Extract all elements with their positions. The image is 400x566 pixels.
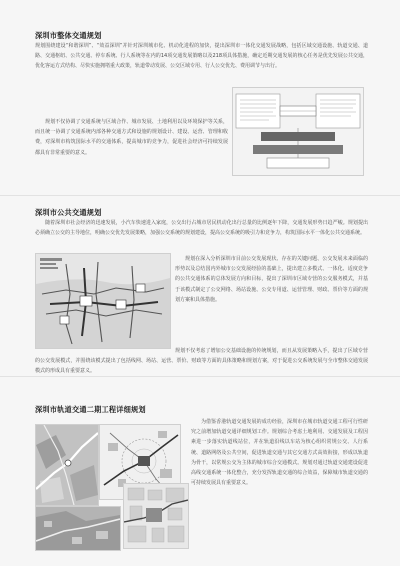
public-transport-network-map [35,253,171,349]
rail-corridor-photo [35,506,121,551]
section-overall-transport [0,0,400,195]
section-paragraph: 为借鉴香港轨道交通发展的成功经验，深圳市在城市轨道交通工程可行性研究之前增加轨道交通详细规划工作。规划综合考虑土地利用、交通发展及工程因素进一步落实轨道线站位，并在轨道沿线以车站为核心组织常规公交、人行系统、道路网络及公共空间，促进轨道交通与其它交通方式高效衔接，形成以轨道为骨干，以常规公交为主体的城市综合交通模式。规划对通过轨道交通建设促进高线交通系统一体化整合，充分发挥轨道交通的综合效益，保障城市轨道交通的可持续发展具有重要意义。 [191,419,368,487]
section-paragraph: 随着深圳市社会经济的迅速发展，小汽车快速进入家庭，公交出行占城市居民机动化出行总量的比例逐年下降，交通发展形势日趋严峻。规划提出必须确立公交的主导地位，明确公交优先发展策略，加强公交系统的规划建设，提高公交系统的吸引力和竞争力，构筑国际水平一体化公共交通系统。 [35,220,368,237]
section-paragraph: 规划不仅考虑了增加公交基础设施的传统规划，而且从发展策略入手，提出了区域专营的公交发展模式，并围绕该模式提出了包括线网、场站、运营、票价、财政等方面的具体策略和规划方案，对于促进公交系统发展与全市整体交通发展模式的形成具有重要意义。 [35,348,368,375]
rail-corridor-aerial-map [35,424,99,506]
rail-area-plan [123,483,189,549]
section-paragraph: 规划在深入分析深圳市目前公交发展现状、存在的关键问题、公交发展未来面临的形势以及总结国内外城市公交发展经验的基础上，提出建立多模式、一体化、适度竞争的公共交通体系的总体发展方向和目标，提出了深圳市区域专营的公交服务模式，并基于该模式制定了公交网络、场站设施、公交专用道、运营管理、财政、票价等方面的规划方案和具体措施。 [175,256,368,303]
section-rail-transit [0,377,400,566]
section-public-transport [0,196,400,376]
strategy-diagram [232,87,364,176]
section-paragraph: 规划不仅协调了交通系统与区域合作、城市发展、土地利用以及环境保护等关系，而且统一协调了交通系统内部各种交通方式和设施的规划设计、建设、运营、管理和收费，对深圳市构筑国际水平的交通体系，提高城市的竞争力，促进社会经济可持续发展都具有非常重要的意义。 [35,119,228,156]
section-paragraph: 规划围绕建设“和谐深圳”、“效益深圳”并针对深圳城市化、机动化进程的加快，提出深圳市一体化交通发展战略，包括区域交通设施、轨道交通、道路、交通枢纽、公共交通、停车系统、行人系统等在内的14项交通发展策略以及218项具体措施，确定近期交通发展的核心任务是优先发展公共交通，优化客运方式结构、尽快实施拥堵重大政策，轨道带动发展、公交区域专用、行人公交优先、费用调节与出行。 [35,43,368,70]
section-title: 深圳市公共交通规划 [35,208,102,217]
section-title: 深圳市轨道交通二期工程详细规划 [35,405,146,414]
section-title: 深圳市整体交通规划 [35,31,102,40]
